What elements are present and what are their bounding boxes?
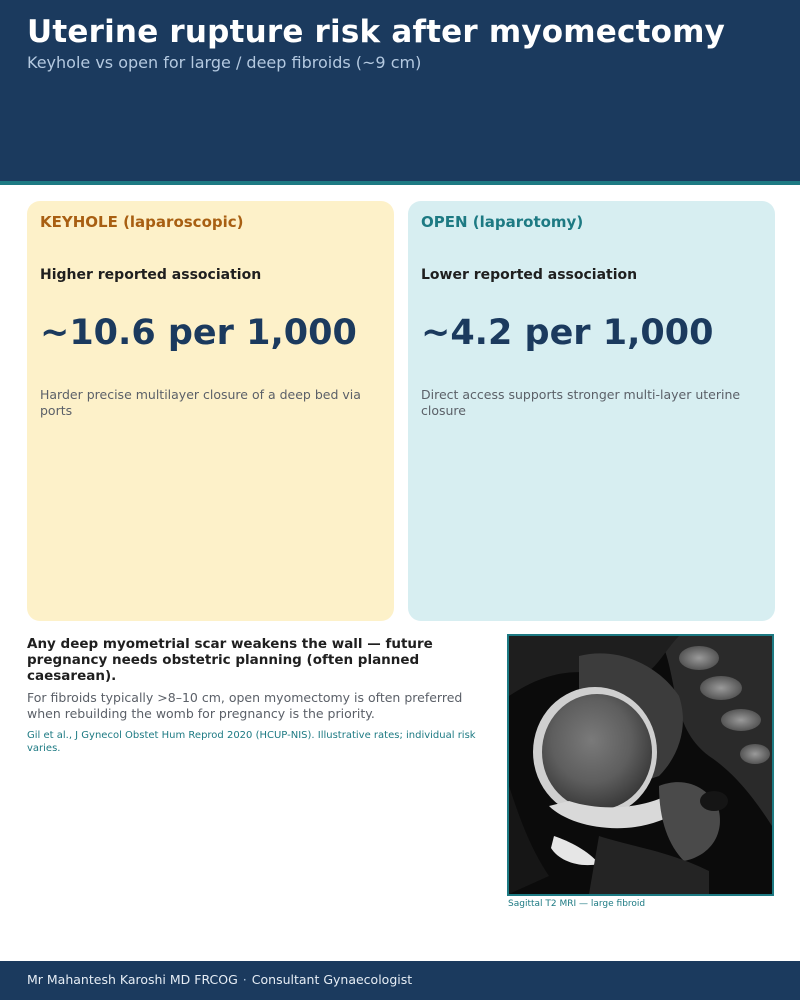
page-subtitle: Keyhole vs open for large / deep fibroids (~9 cm) [27,53,422,72]
header-divider [0,181,800,185]
footer-separator: · [242,972,247,987]
open-rate: ~4.2 per 1,000 [421,313,714,353]
header-banner [0,0,800,181]
footer-bar [0,961,800,1000]
keyhole-description: Harder precise multilayer closure of a deep bed via ports [40,387,361,418]
page-title: Uterine rupture risk after myomectomy [27,14,725,50]
mri-illustration [509,636,772,894]
size-advice: For fibroids typically >8–10 cm, open myomectomy is often preferred when rebuilding the womb for pregnancy is the priority. [27,690,463,721]
open-association: Lower reported association [421,267,638,283]
mri-image [507,634,774,896]
keyhole-heading: KEYHOLE (laparoscopic) [40,213,244,231]
scar-warning-note: Any deep myometrial scar weakens the wall — future pregnancy needs obstetric planning (often planned caesarean). [27,636,433,684]
author-role: Consultant Gynaecologist [251,972,413,987]
footer-credit [27,972,412,987]
author-name: Mr Mahantesh Karoshi MD FRCOG [27,972,238,987]
open-description: Direct access supports stronger multi-layer uterine closure [421,387,741,418]
keyhole-rate: ~10.6 per 1,000 [40,313,357,353]
mri-caption: Sagittal T2 MRI — large fibroid [508,899,646,909]
open-card [408,201,775,621]
keyhole-card [27,201,394,621]
open-heading: OPEN (laparotomy) [421,213,584,231]
keyhole-association: Higher reported association [40,267,262,283]
source-citation: Gil et al., J Gynecol Obstet Hum Reprod 2020 (HCUP-NIS). Illustrative rates; individual risk varies. [27,730,476,754]
